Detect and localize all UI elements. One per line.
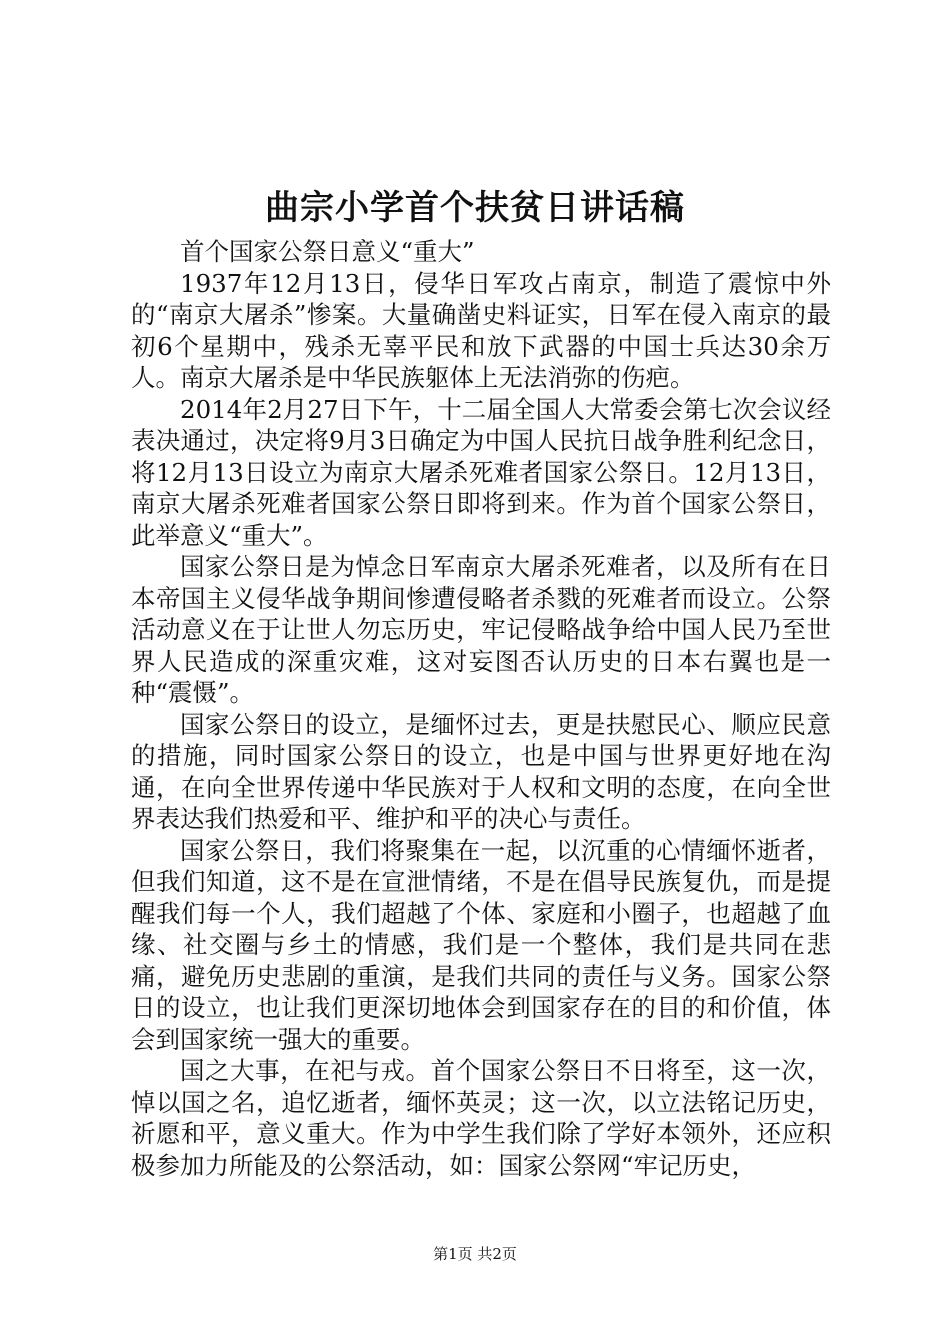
paragraph: 1937年12月13日，侵华日军攻占南京，制造了震惊中外的“南京大屠杀”惨案。大量确凿史料证实，日军在侵入南京的最初6个星期中，残杀无辜平民和放下武器的中国士兵达30余万人。南京大屠杀是中华民族躯体上无法消弥的伤疤。 — [131, 268, 831, 392]
paragraph: 国家公祭日是为悼念日军南京大屠杀死难者，以及所有在日本帝国主义侵华战争期间惨遭侵略者杀戮的死难者而设立。公祭活动意义在于让世人勿忘历史，牢记侵略战争给中国人民乃至世界人民造成的深重灾难，这对妄图否认历史的日本右翼也是一种“震慑”。 — [131, 552, 831, 707]
document-title: 曲宗小学首个扶贫日讲话稿 — [265, 188, 685, 228]
paragraph-subtitle: 首个国家公祭日意义“重大” — [180, 237, 475, 266]
paragraph: 国之大事，在祀与戎。首个国家公祭日不日将至，这一次，悼以国之名，追忆逝者，缅怀英灵；这一次，以立法铭记历史，祈愿和平，意义重大。作为中学生我们除了学好本领外，还应积极参加力所能及的公祭活动，如：国家公祭网“牢记历史， — [131, 1056, 831, 1180]
document-body — [131, 236, 831, 1181]
paragraph: 2014年2月27日下午，十二届全国人大常委会第七次会议经表决通过，决定将9月3日确定为中国人民抗日战争胜利纪念日，将12月13日设立为南京大屠杀死难者国家公祭日。12月13日，南京大屠杀死难者国家公祭日即将到来。作为首个国家公祭日，此举意义“重大”。 — [131, 394, 831, 550]
paragraph: 国家公祭日的设立，是缅怀过去，更是扶慰民心、顺应民意的措施，同时国家公祭日的设立，也是中国与世界更好地在沟通，在向全世界传递中华民族对于人权和文明的态度，在向全世界表达我们热爱和平、维护和平的决心与责任。 — [131, 709, 831, 833]
page-number-footer: 第1页 共2页 — [433, 1245, 517, 1263]
paragraph: 国家公祭日，我们将聚集在一起，以沉重的心情缅怀逝者，但我们知道，这不是在宣泄情绪，不是在倡导民族复仇，而是提醒我们每一个人，我们超越了个体、家庭和小圈子，也超越了血缘、社交圈与乡土的情感，我们是一个整体，我们是共同在悲痛，避免历史悲剧的重演，是我们共同的责任与义务。国家公祭日的设立，也让我们更深切地体会到国家存在的目的和价值，体会到国家统一强大的重要。 — [131, 835, 831, 1054]
